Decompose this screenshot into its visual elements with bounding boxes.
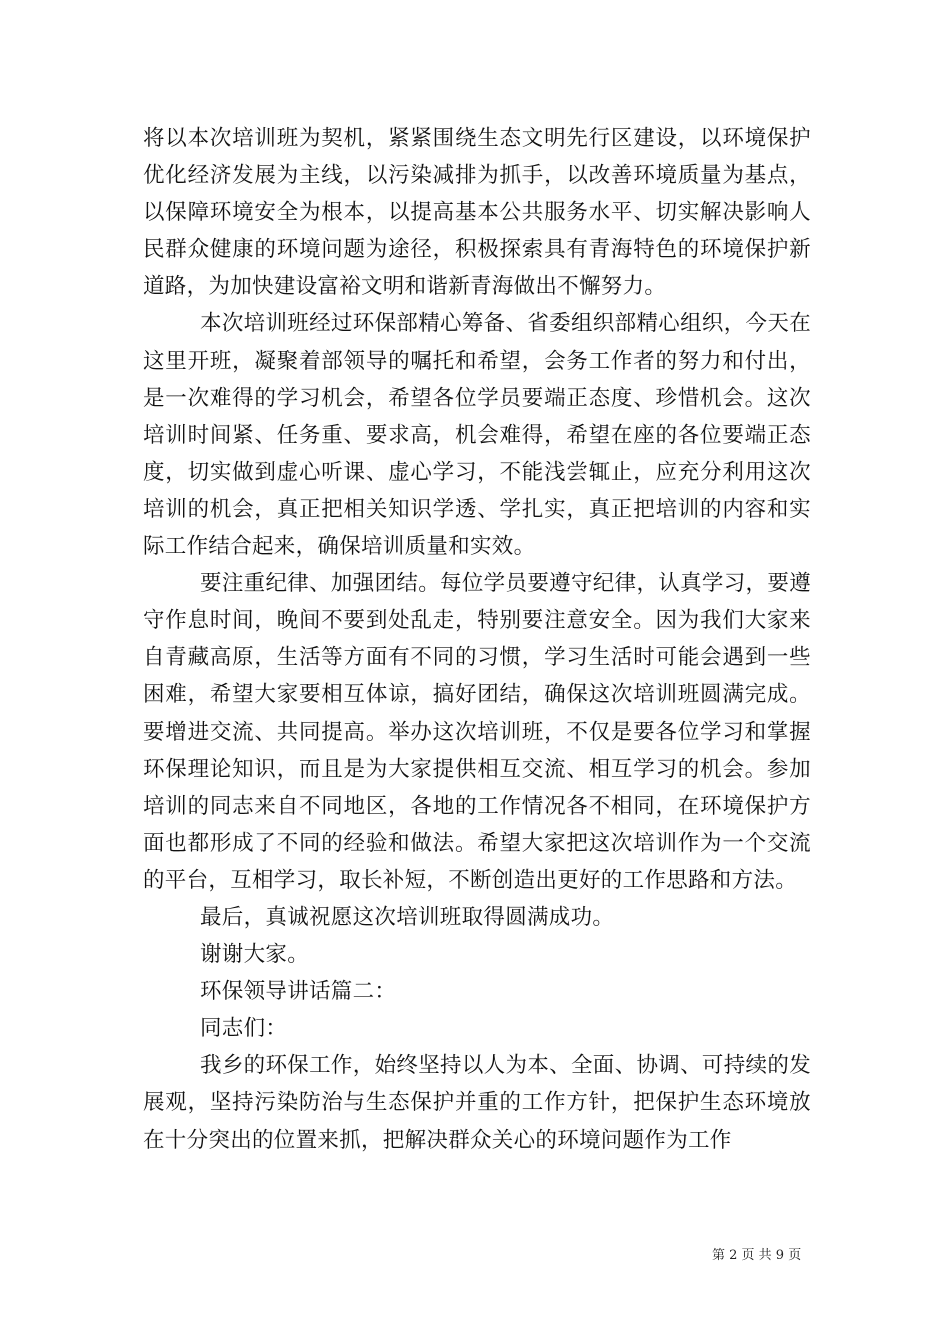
- paragraph-1: 将以本次培训班为契机，紧紧围绕生态文明先行区建设，以环境保护优化经济发展为主线，以污染减排为抓手，以改善环境质量为基点，以保障环境安全为根本，以提高基本公共服务水平、切实解决影响人民群众健康的环境问题为途径，积极探索具有青海特色的环境保护新道路，为加快建设富裕文明和谐新青海做出不懈努力。: [143, 126, 811, 300]
- paragraph-8: 我乡的环保工作，始终坚持以人为本、全面、协调、可持续的发展观，坚持污染防治与生态保护并重的工作方针，把保护生态环境放在十分突出的位置来抓，把解决群众关心的环境问题作为工作: [143, 1053, 811, 1153]
- document-body: [143, 120, 811, 1159]
- paragraph-thanks: 谢谢大家。: [200, 942, 310, 968]
- paragraph-closing-wish: 最后，真诚祝愿这次培训班取得圆满成功。: [200, 904, 615, 930]
- paragraph-3: 要注重纪律、加强团结。每位学员要遵守纪律，认真学习，要遵守作息时间，晚间不要到处乱走，特别要注意安全。因为我们大家来自青藏高原，生活等方面有不同的习惯，学习生活时可能会遇到一些困难，希望大家要相互体谅，搞好团结，确保这次培训班圆满完成。要增进交流、共同提高。举办这次培训班，不仅是要各位学习和掌握环保理论知识，而且是为大家提供相互交流、相互学习的机会。参加培训的同志来自不同地区，各地的工作情况各不相同，在环境保护方面也都形成了不同的经验和做法。希望大家把这次培训作为一个交流的平台，互相学习，取长补短，不断创造出更好的工作思路和方法。: [143, 571, 811, 893]
- paragraph-2: 本次培训班经过环保部精心筹备、省委组织部精心组织，今天在这里开班，凝聚着部领导的嘱托和希望，会务工作者的努力和付出，是一次难得的学习机会，希望各位学员要端正态度、珍惜机会。这次培训时间紧、任务重、要求高，机会难得，希望在座的各位要端正态度，切实做到虚心听课、虚心学习，不能浅尝辄止，应充分利用这次培训的机会，真正把相关知识学透、学扎实，真正把培训的内容和实际工作结合起来，确保培训质量和实效。: [143, 311, 811, 560]
- section-heading: 环保领导讲话篇二：: [200, 979, 397, 1005]
- salutation: 同志们：: [200, 1016, 288, 1042]
- page-number-footer: 第 2 页 共 9 页: [712, 1248, 802, 1263]
